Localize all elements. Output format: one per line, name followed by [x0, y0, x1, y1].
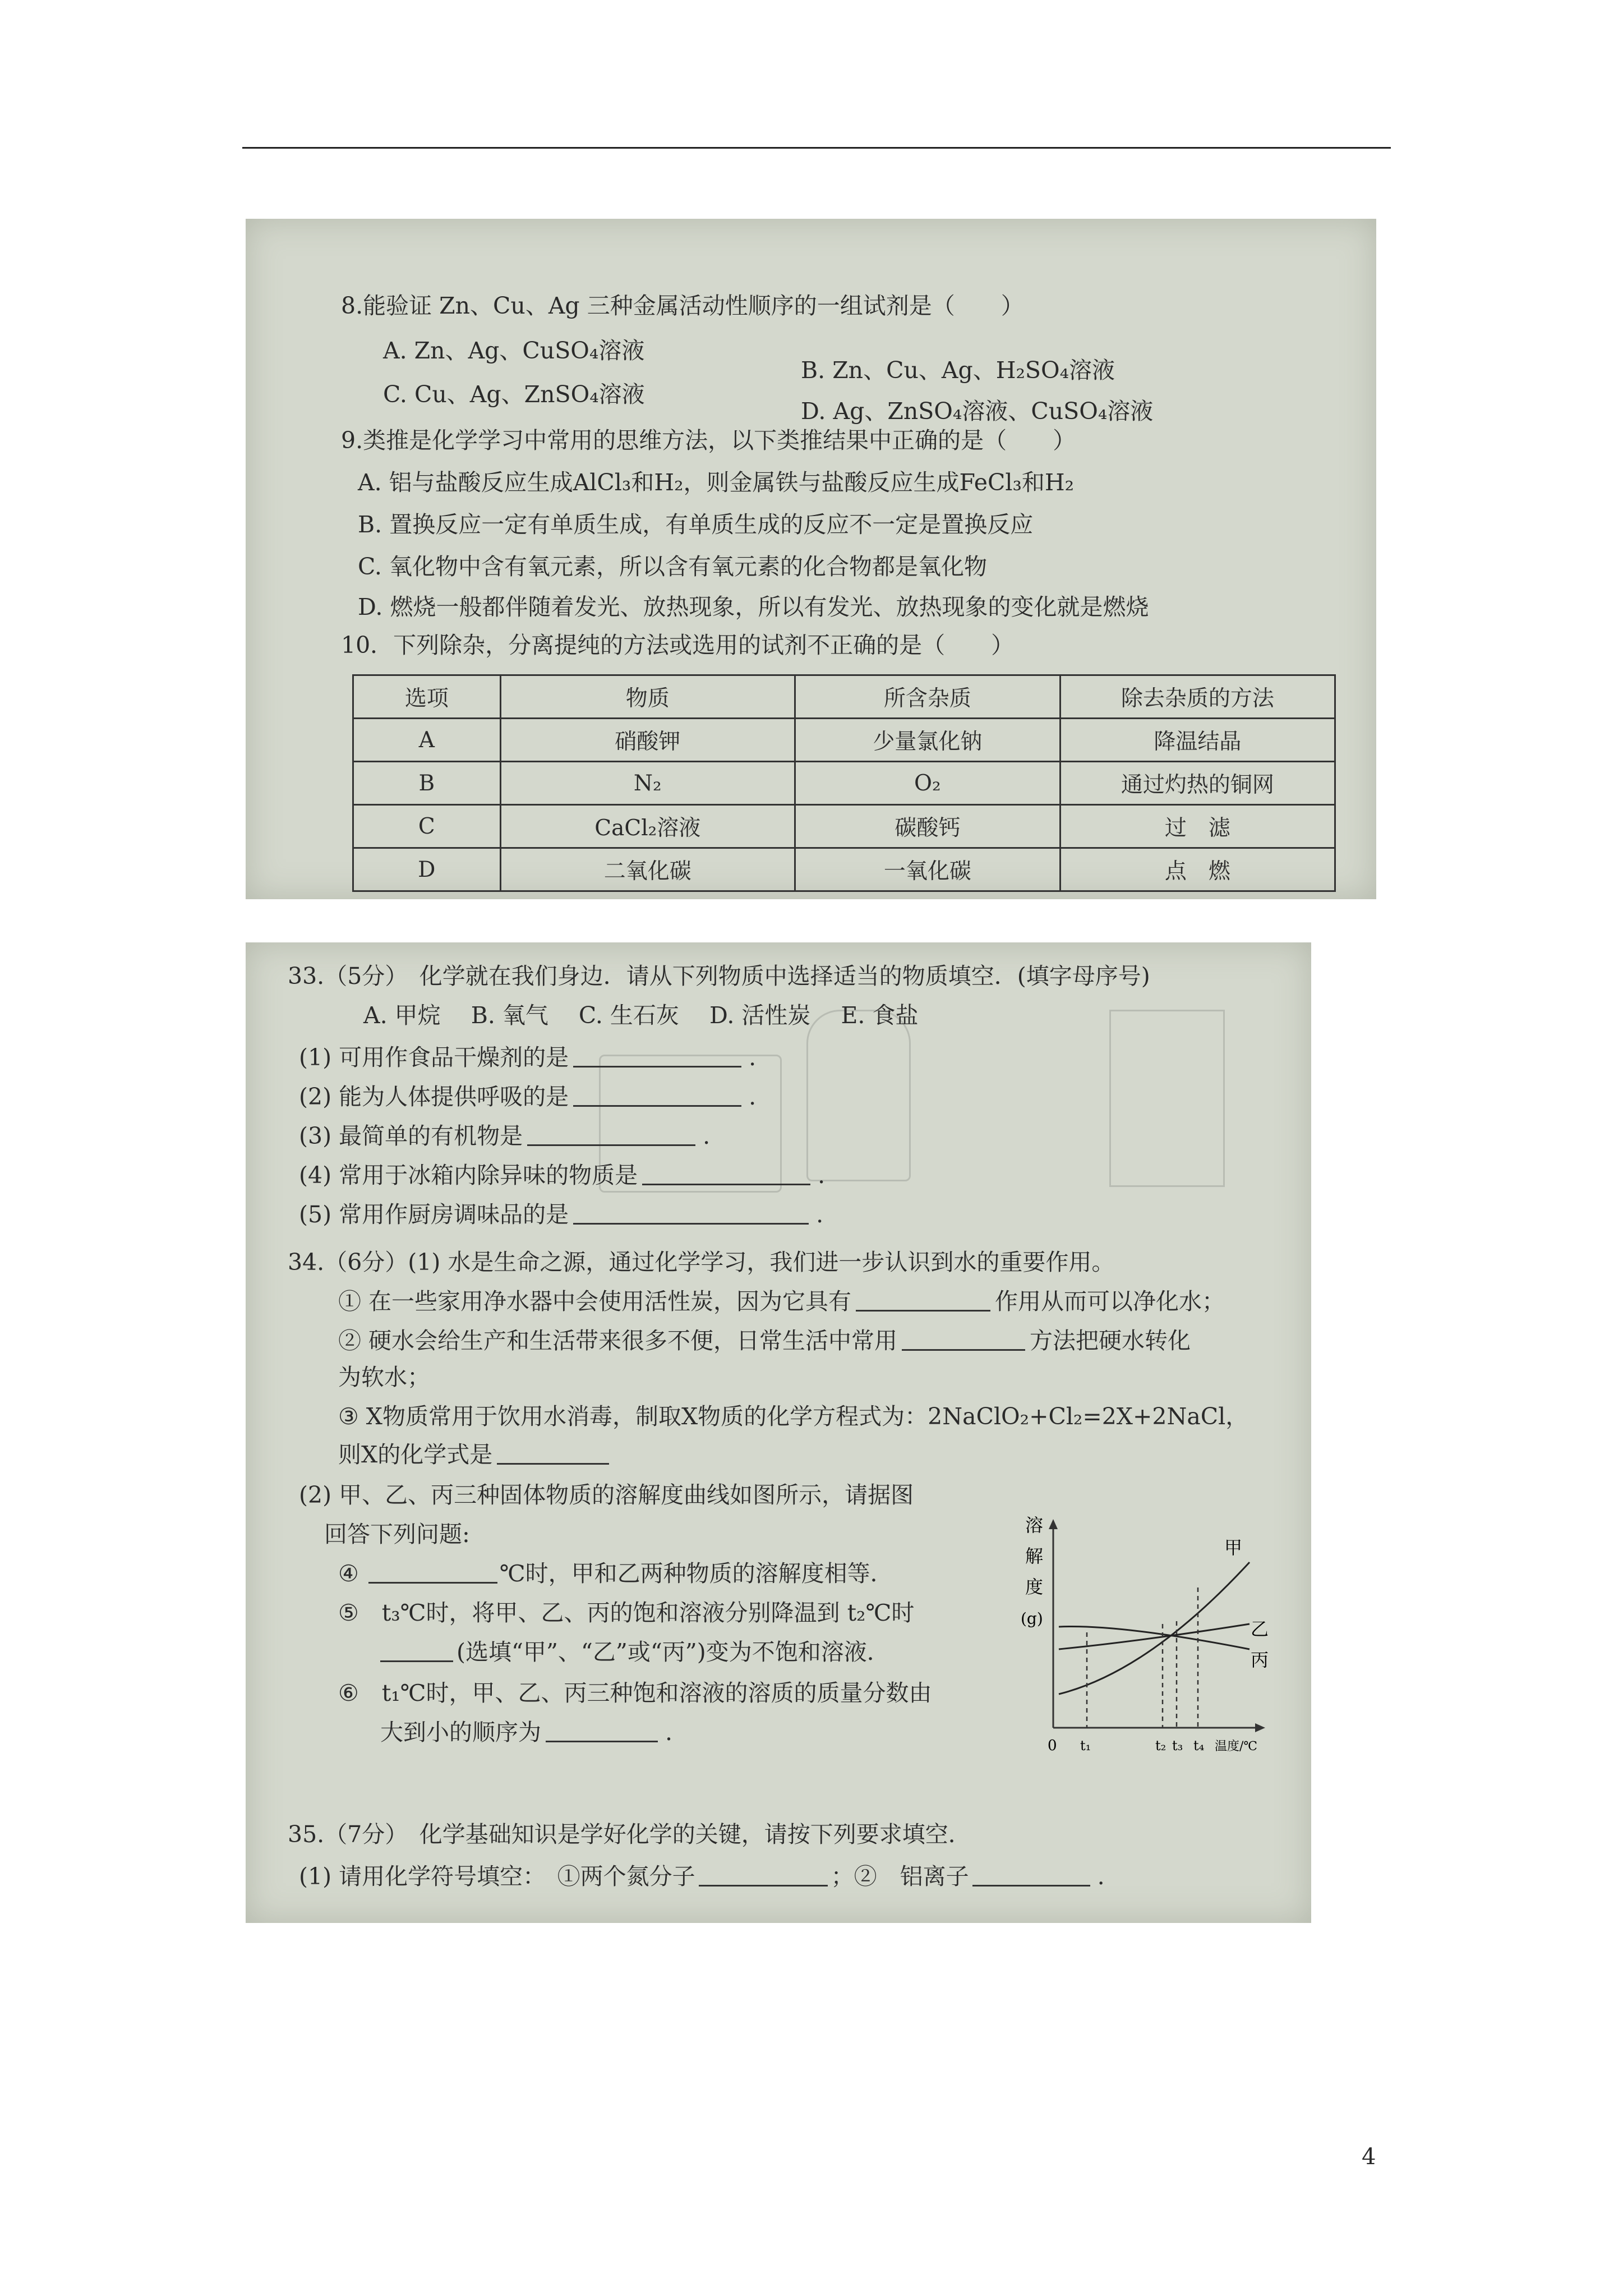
table-cell: B: [353, 762, 501, 805]
answer-blank[interactable]: [573, 1204, 809, 1225]
curve-label-bing: 丙: [1251, 1649, 1269, 1671]
table-cell: O₂: [795, 762, 1060, 805]
show-through-apparatus: [806, 1010, 911, 1181]
table-row: [353, 805, 1335, 848]
answer-blank[interactable]: [497, 1444, 609, 1465]
q9-option-b: B. 置换反应一定有单质生成，有单质生成的反应不一定是置换反应: [358, 511, 1034, 538]
x-axis-label: 温度/℃: [1215, 1740, 1258, 1754]
q9-option-a: A. 铝与盐酸反应生成AlCl₃和H₂，则金属铁与盐酸反应生成FeCl₃和H₂: [358, 469, 1075, 496]
y-axis-label-unit: (g): [1021, 1609, 1043, 1628]
q8-stem: 8.能验证 Zn、Cu、Ag 三种金属活动性顺序的一组试剂是（ ）: [341, 292, 1024, 319]
q34-item-5-cont: (选填“甲”、“乙”或“丙”)变为不饱和溶液．: [380, 1641, 890, 1664]
answer-blank[interactable]: [856, 1291, 990, 1312]
table-cell: CaCl₂溶液: [500, 805, 795, 848]
tick-label: t₄: [1193, 1738, 1205, 1754]
q9-stem: 9.类推是化学学习中常用的思维方法，以下类推结果中正确的是（ ）: [341, 427, 1076, 454]
q9-option-d: D. 燃烧一般都伴随着发光、放热现象，所以有发光、放热现象的变化就是燃烧: [358, 593, 1149, 620]
table-cell: 过 滤: [1060, 805, 1335, 848]
q8-option-d: D. Ag、ZnSO₄溶液、CuSO₄溶液: [801, 398, 1154, 425]
table-row: [353, 848, 1335, 891]
answer-blank[interactable]: [972, 1866, 1090, 1887]
table-row: [353, 719, 1335, 762]
q10-table: [352, 674, 1336, 892]
q33-stem: 33.（5分） 化学就在我们身边．请从下列物质中选择适当的物质填空．(填字母序号): [288, 963, 1150, 990]
table-header-cell: 物质: [500, 675, 795, 719]
answer-blank[interactable]: [573, 1047, 741, 1068]
x-axis-arrow-icon: [1255, 1723, 1265, 1732]
table-header-cell: 所含杂质: [795, 675, 1060, 719]
table-cell: 二氧化碳: [500, 848, 795, 891]
q8-option-b: B. Zn、Cu、Ag、H₂SO₄溶液: [801, 357, 1115, 384]
q35-stem: 35.（7分） 化学基础知识是学好化学的关键，请按下列要求填空．: [288, 1821, 971, 1848]
q8-option-c: C. Cu、Ag、ZnSO₄溶液: [383, 381, 645, 408]
q33-item-1: (1) 可用作食品干燥剂的是 .: [299, 1044, 757, 1071]
y-axis-label-char: 溶: [1025, 1515, 1044, 1536]
curve-label-jia: 甲: [1224, 1537, 1243, 1558]
page-number: 4: [1362, 2144, 1376, 2170]
q34-item-2-cont: 为软水；: [338, 1364, 430, 1391]
q35-line-1: (1) 请用化学符号填空： ①两个氮分子 ；② 铝离子 .: [299, 1863, 1105, 1890]
answer-blank[interactable]: [573, 1086, 741, 1107]
q34-item-6: ⑥ t₁℃时，甲、乙、丙三种饱和溶液的溶质的质量分数由: [338, 1680, 932, 1706]
y-axis-arrow-icon: [1049, 1519, 1058, 1529]
header-rule: [242, 147, 1391, 149]
q34-item-6-cont: 大到小的顺序为 .: [380, 1719, 673, 1746]
table-cell: N₂: [500, 762, 795, 805]
table-cell: 降温结晶: [1060, 719, 1335, 762]
q33-item-4: (4) 常用于冰箱内除异味的物质是 .: [299, 1162, 826, 1189]
table-header-row: [353, 675, 1335, 719]
table-cell: D: [353, 848, 501, 891]
y-axis-label-char: 度: [1025, 1576, 1044, 1598]
q34-item-2: ② 硬水会给生产和生活带来很多不便，日常生活中常用 方法把硬水转化: [338, 1327, 1191, 1354]
table-cell: 点 燃: [1060, 848, 1335, 891]
answer-blank[interactable]: [642, 1165, 810, 1185]
q33-item-3: (3) 最简单的有机物是 .: [299, 1122, 711, 1149]
table-cell: 碳酸钙: [795, 805, 1060, 848]
q33-item-5: (5) 常用作厨房调味品的是 .: [299, 1201, 824, 1228]
answer-blank[interactable]: [380, 1641, 453, 1662]
q34-item-5: ⑤ t₃℃时，将甲、乙、丙的饱和溶液分别降温到 t₂℃时: [338, 1599, 915, 1626]
tick-label: t₂: [1155, 1738, 1166, 1754]
table-cell: 少量氯化钠: [795, 719, 1060, 762]
table-cell: C: [353, 805, 501, 848]
table-header-cell: 选项: [353, 675, 501, 719]
q34-part2-stem-cont: 回答下列问题:: [324, 1521, 470, 1548]
q33-options: A. 甲烷 B. 氧气 C. 生石灰 D. 活性炭 E. 食盐: [363, 1002, 919, 1029]
answer-blank[interactable]: [546, 1722, 658, 1742]
answer-blank[interactable]: [902, 1330, 1025, 1351]
solubility-curve-graph: [1008, 1509, 1272, 1756]
q34-item-3: ③ X物质常用于饮用水消毒，制取X物质的化学方程式为：2NaClO₂+Cl₂=2X+2NaCl，: [338, 1403, 1249, 1430]
q34-stem: 34.（6分）(1) 水是生命之源，通过化学学习，我们进一步认识到水的重要作用。: [288, 1249, 1115, 1276]
show-through-apparatus: [1109, 1010, 1225, 1187]
q34-item-1: ① 在一些家用净水器中会使用活性炭，因为它具有 作用从而可以净化水；: [338, 1288, 1225, 1315]
table-header-cell: 除去杂质的方法: [1060, 675, 1335, 719]
answer-blank[interactable]: [527, 1125, 695, 1146]
tick-label: t₁: [1080, 1738, 1091, 1754]
table-cell: A: [353, 719, 501, 762]
y-axis-label-char: 解: [1025, 1545, 1044, 1567]
q10-stem: 10．下列除杂，分离提纯的方法或选用的试剂不正确的是（ ）: [341, 632, 1015, 659]
table-row: [353, 762, 1335, 805]
curve-label-yi: 乙: [1251, 1618, 1269, 1640]
q34-item-3-cont: 则X的化学式是: [338, 1443, 609, 1466]
table-cell: 硝酸钾: [500, 719, 795, 762]
q34-part2-stem: (2) 甲、乙、丙三种固体物质的溶解度曲线如图所示，请据图: [299, 1481, 914, 1508]
table-cell: 一氧化碳: [795, 848, 1060, 891]
q33-item-2: (2) 能为人体提供呼吸的是 .: [299, 1083, 757, 1110]
table-cell: 通过灼热的铜网: [1060, 762, 1335, 805]
q34-item-4: ④ ℃时，甲和乙两种物质的溶解度相等．: [338, 1560, 893, 1587]
exam-photo-questions-8-10: [246, 219, 1376, 899]
origin-label: 0: [1048, 1737, 1057, 1754]
q9-option-c: C. 氧化物中含有氧元素，所以含有氧元素的化合物都是氧化物: [358, 553, 987, 580]
answer-blank[interactable]: [699, 1866, 828, 1887]
exam-photo-questions-33-35: [246, 942, 1311, 1923]
q8-option-a: A. Zn、Ag、CuSO₄溶液: [383, 337, 645, 364]
answer-blank[interactable]: [368, 1563, 497, 1584]
tick-label: t₃: [1172, 1738, 1183, 1754]
